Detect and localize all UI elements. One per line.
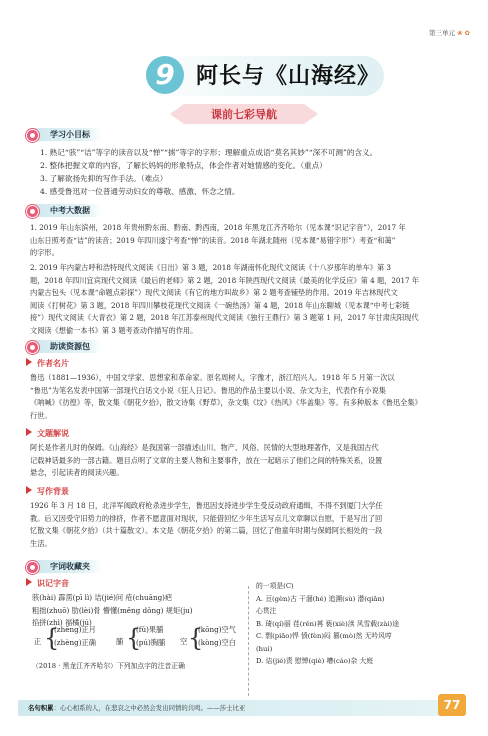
author-text <box>30 372 470 422</box>
goal-item: 3. 了解欲扬先抑的写作手法。（难点） <box>40 174 168 183</box>
footer-label: 名句积累 <box>28 704 54 712</box>
section-banner <box>170 104 318 124</box>
exam-line: 的字形。 <box>30 248 59 257</box>
vocab-row: 粗拙(zhuō) 肋(lèi)骨 懵懂(měng dǒng) 规矩(ju) <box>32 605 193 615</box>
goals-list <box>40 146 470 198</box>
background-line: 生活。 <box>30 538 52 548</box>
quiz-option-d: D. 诘(jié)责 慰惮(qiè) 嘈(cáo)杂 大庭 <box>256 657 374 665</box>
quiz-line: 心贯注 <box>256 607 277 615</box>
brace-icon: { <box>44 624 60 652</box>
pronunciation-subheading <box>26 578 69 589</box>
triangle-icon <box>26 486 32 494</box>
genre-line: 阿长是作者儿时的保姆。《山海经》是我国第一部描述山川、物产、风俗、民情的大型地理著作，又是我国古代 <box>30 443 379 452</box>
goals-title: 学习小目标 <box>34 128 102 141</box>
background-line: 教。后又因受守旧势力的排挤，作者不愿意面对现状，只能借回忆少年生活写点儿文章聊以自慰，于是写出了回 <box>30 513 383 523</box>
quiz-line: (hui) <box>256 644 273 653</box>
polyphone-char-2: 脯 <box>116 637 124 646</box>
exam-line: 内蒙古包头（见本课“命题点彩探”）现代文阅读《有它的地方叫故乡》第 2 题考查铺垫的作用。2019 年吉林现代文 <box>30 288 398 297</box>
banner-text: 课前七彩导航 <box>211 108 277 121</box>
triangle-icon <box>26 428 32 436</box>
polyphone-reading: (fǔ)果脯 <box>136 625 164 634</box>
lesson-number: 9 <box>146 56 184 94</box>
polyphone-char-3: 空 <box>180 637 188 646</box>
pronunciation-heading-text: 识记字音 <box>37 579 69 588</box>
polyphone-char-1: 正 <box>34 637 42 646</box>
author-line: 《呐喊》《彷徨》等，散文集《朝花夕拾》，散文诗集《野草》，杂文集《坟》《热风》《华盖集》等。有多种版本《鲁迅全集》 <box>30 398 422 407</box>
exam-line: 山东日照考查“诘”的读音；2019 年四川遂宁考查“惮”的读音。2018 年湖北随州（见本课“易错字形”）考查“和蔼” <box>30 235 396 245</box>
lesson-title: 阿长与《山海经》 <box>196 64 381 89</box>
genre-line: 记载神话最多的一部古籍。题目点明了文章的主要人物和主要事件，放在一起暗示了他们之间的特殊关系，设置 <box>30 455 383 465</box>
column-divider <box>248 586 249 696</box>
footer-quote <box>28 703 245 712</box>
exam-line: 接”）现代文阅读《大青衣》第 2 题，2018 年江苏泰州现代文阅读《独行王鼎行》第 3 题第 1 问，2017 年甘肃庆阳现代 <box>30 313 419 322</box>
exam-line: 1. 2019 年山东滨州，2018 年贵州黔东南、黔南、黔西南，2018 年黑龙江齐齐哈尔（见本课“识记字音”），2017 年 <box>30 223 406 232</box>
bullet-icon <box>26 561 39 574</box>
polyphone-group-3 <box>198 624 248 649</box>
background-subheading <box>26 486 69 497</box>
background-line: 忆散文集《朝花夕拾》（共十篇散文）。本文是《朝花夕拾》的第二篇，回忆了他童年时期与保姆阿长相处的一段 <box>30 526 383 535</box>
polyphone-reading: (kòng)空白 <box>198 637 236 647</box>
quiz-option-b: B. 琦(qí)丽 荏(rěn)苒 亵(xiè)渎 风雪载(zài)途 <box>256 619 399 628</box>
goal-item: 1. 熟记“骇”“诘”等字的读音以及“惮”“掳”等字的字形；理解重点成语“莫名其妙”“深不可测”的含义。 <box>40 148 378 157</box>
quiz-options <box>256 580 468 668</box>
polyphone-reading: (zhēng)正月 <box>54 625 96 634</box>
quiz-line: 的一项是(C) <box>256 582 294 590</box>
triangle-icon <box>26 578 32 586</box>
polyphone-reading: (zhèng)正确 <box>54 637 96 647</box>
exam-line: 2. 2019 年内蒙古呼和浩特现代文阅读《日出》第 3 题，2018 年湖南怀化现代文阅读《十八岁那年的单车》第 3 <box>30 263 391 272</box>
polyphone-reading: (kōng)空气 <box>198 625 236 634</box>
background-heading-text: 写作背景 <box>37 487 69 496</box>
genre-line: 悬念，引起读者的阅读兴趣。 <box>30 468 124 477</box>
author-heading-text: 作者名片 <box>37 359 69 368</box>
brace-icon: { <box>188 624 204 652</box>
genre-heading-text: 文题解说 <box>37 429 69 438</box>
exam-paragraph-2 <box>30 262 470 337</box>
author-line: “鲁迅”为笔名发表中国第一部现代白话文小说《狂人日记》。鲁迅的作品主要以小说、杂文为主，代表作有小说集 <box>30 385 386 395</box>
vocab-row: 掐拼(zhì) 福橘(jú) <box>32 618 92 627</box>
genre-text <box>30 442 470 480</box>
triangle-icon <box>26 358 32 366</box>
bullet-icon <box>26 341 39 354</box>
unit-label: 第三单元 <box>428 29 455 37</box>
exam-line: 文阅读《想偷一本书》第 3 题考查动作描写的作用。 <box>30 325 198 335</box>
resources-title: 助读资源包 <box>34 340 102 353</box>
polyphone-group-1 <box>54 624 124 649</box>
vocab-title: 字词收藏夹 <box>34 560 102 573</box>
page-number: 77 <box>438 694 466 716</box>
bullet-icon <box>26 205 39 218</box>
genre-subheading <box>26 428 69 439</box>
brace-icon: { <box>126 624 142 652</box>
exam-paragraph-1 <box>30 222 470 260</box>
footer-text: ：心心相系的人，在悲哀之中必然会发出同情的共鸣。——莎士比亚 <box>53 704 246 712</box>
lesson-title-row <box>0 54 488 98</box>
exam-title: 中考大数据 <box>34 204 102 217</box>
quiz-option-a: A. 亘(gèn)古 干涸(hé) 追溯(sù) 潜(qiǎn) <box>256 594 385 603</box>
author-subheading <box>26 358 69 369</box>
background-line: 1926 年 3 月 18 日，北洋军阀政府枪杀进步学生，鲁迅因支持进步学生受反动政府通缉，不得不到厦门大学任 <box>30 501 383 510</box>
running-header <box>429 28 470 37</box>
goal-item: 4. 感受鲁迅对一位普通劳动妇女的尊敬、感激、怀念之情。 <box>40 187 240 196</box>
vocab-row: 骇(hài) 霹雳(pī lì) 诘(jié)问 疮(chuāng)疤 <box>32 593 173 602</box>
goal-item: 2. 整体把握文章的内容，了解长妈妈的形象特点，体会作者对她情感的变化。（重点） <box>40 161 327 170</box>
quiz-option-c: C. 剽(piāo)悍 愤(fèn)闷 篡(mò)然 无吟风哼 <box>256 632 392 640</box>
exam-line: 题，2018 年四川宜宾现代文阅读《最后的老师》第 2 题，2018 年陕西现代文阅读《最美的化学反应》第 4 题，2017 年 <box>30 275 420 285</box>
quiz-stem: （2018 · 黑龙江齐齐哈尔）下列加点字的注音正确 <box>32 662 185 670</box>
header-decor: ❀ ✿ <box>457 29 470 37</box>
author-line: 鲁迅（1881—1936），中国文学家、思想家和革命家。原名周树人，字豫才，浙江绍兴人。1918 年 5 月第一次以 <box>30 373 395 382</box>
bullet-icon <box>26 129 39 142</box>
exam-line: 阅读《打树花》第 3 题，2018 年四川攀枝花现代文阅读《一碗热汤》第 4 题，2018 年山东聊城（见本课“中考七彩链 <box>30 300 410 310</box>
polyphone-reading: (pú)胸脯 <box>136 637 166 647</box>
background-text <box>30 500 470 550</box>
author-line: 行世。 <box>30 410 52 420</box>
